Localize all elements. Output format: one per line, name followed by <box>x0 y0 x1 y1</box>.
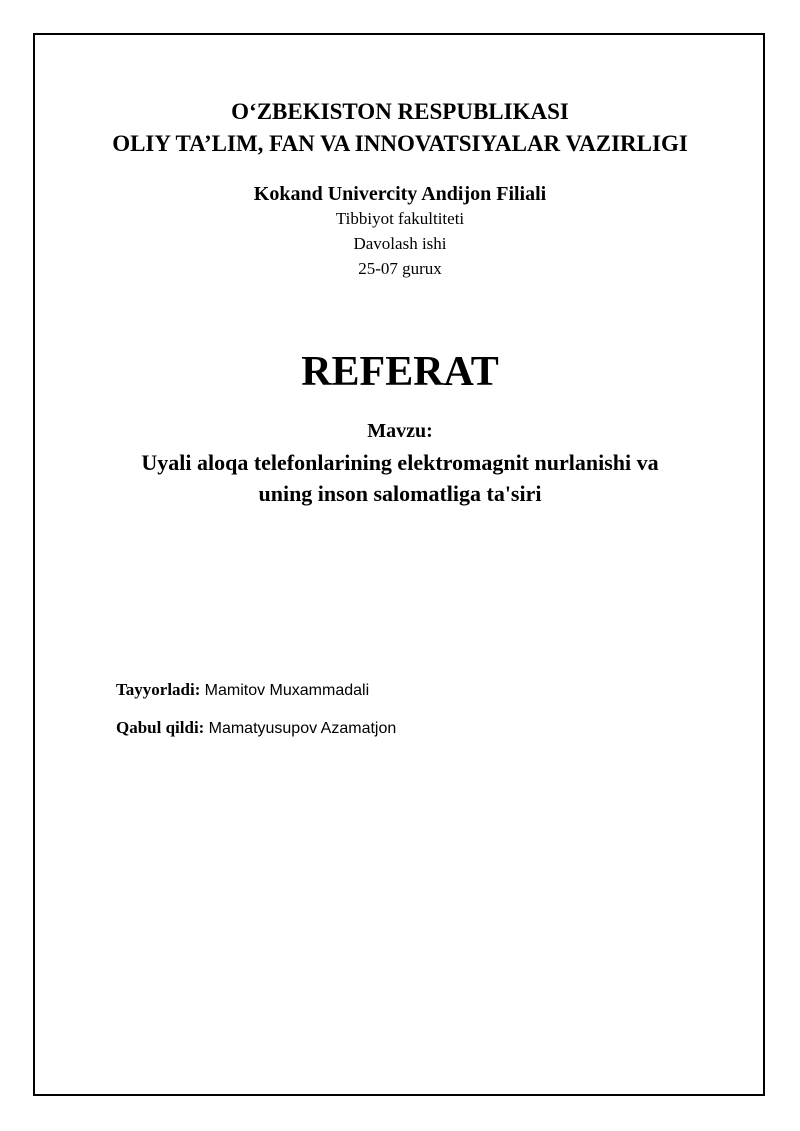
university-name: Kokand Univercity Andijon Filiali <box>253 183 547 205</box>
faculty-name: Tibbiyot fakultiteti <box>335 209 465 228</box>
topic-line-1: Uyali aloqa telefonlarining elektromagnit nurlanishi va <box>141 450 659 475</box>
ministry-title: OLIY TA’LIM, FAN VA INNOVATSIYALAR VAZIRLIGI <box>112 131 688 156</box>
accepted-by-row <box>116 716 396 741</box>
country-title: O‘ZBEKISTON RESPUBLIKASI <box>231 99 569 124</box>
accepted-by-name: Mamatyusupov Azamatjon <box>208 720 397 737</box>
prepared-by-label: Tayyorladi: <box>116 680 201 699</box>
topic-label: Mavzu: <box>367 420 433 442</box>
accepted-by-label: Qabul qildi: <box>116 718 205 737</box>
group-name: 25-07 gurux <box>358 259 442 278</box>
prepared-by-row <box>116 678 369 703</box>
document-type: REFERAT <box>301 349 499 395</box>
topic-line-2: uning inson salomatliga ta'siri <box>258 481 542 506</box>
prepared-by-name: Mamitov Muxammadali <box>204 682 370 699</box>
specialty-name: Davolash ishi <box>353 234 447 253</box>
